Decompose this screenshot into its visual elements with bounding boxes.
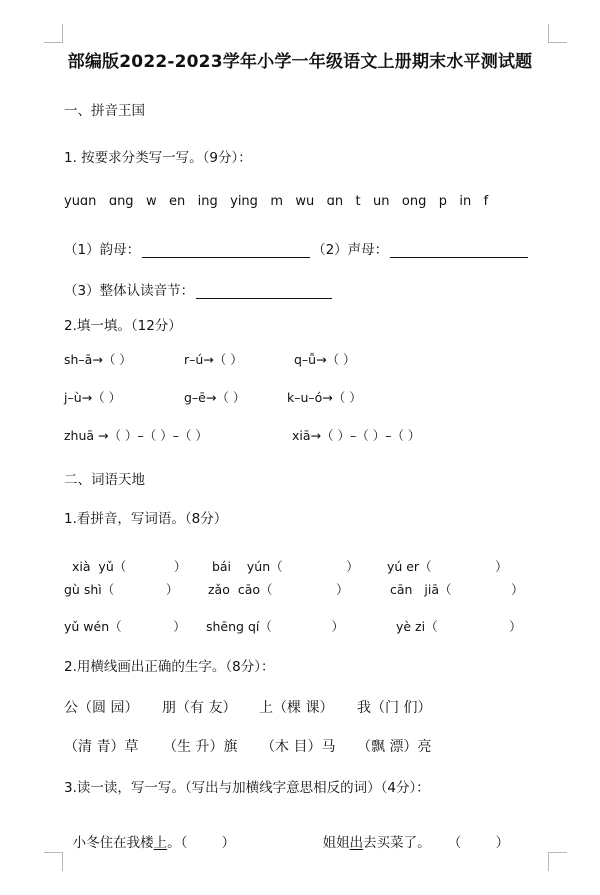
- question-1-prompt-words: 1.看拼音，写词语。（8分）: [64, 511, 228, 527]
- fill-row-whole-syllables: [64, 279, 334, 299]
- underlined-character: 出: [349, 835, 364, 851]
- initials-label: （2）声母：: [312, 242, 389, 258]
- section-heading-pinyin: 一、拼音王国: [64, 103, 145, 119]
- fill-row-finals-initials: [64, 238, 530, 258]
- whole-syllables-label: （3）整体认读音节：: [64, 283, 195, 299]
- pinyin-word-item: shēng qí（ ）: [206, 619, 344, 634]
- character-choice-item: （木 目）马: [261, 739, 336, 755]
- character-choice-item: （清 青）草: [64, 739, 139, 755]
- spelling-item: k–u–ó→（ ）: [287, 390, 362, 405]
- spelling-row-2: [64, 388, 362, 406]
- pinyin-words-row-1: [64, 542, 508, 575]
- syllable-list: yuɑn ɑng w en ing ying m wu ɑn t un ong p in f: [64, 194, 489, 209]
- spelling-row-3: [64, 426, 420, 444]
- question-2-prompt-characters: 2.用横线画出正确的生字。（8分）：: [64, 659, 275, 675]
- spelling-item: q–ǚ→（ ）: [294, 352, 356, 367]
- sentence-text: 去买菜了。 （ ）: [363, 835, 510, 851]
- character-choice-item: 公（圆 园）: [64, 700, 139, 716]
- spelling-item: g–ē→（ ）: [184, 390, 246, 405]
- spelling-item: j–ù→（ ）: [64, 390, 122, 405]
- spelling-row-1: [64, 350, 356, 368]
- character-choice-item: 朋（有 友）: [162, 700, 237, 716]
- question-2-prompt: 2.填一填。（12分）: [64, 318, 182, 334]
- antonym-sentence-row: [64, 815, 509, 851]
- corner-mark-bottom-left: [44, 852, 63, 871]
- spelling-item: r–ú→（ ）: [184, 352, 243, 367]
- character-choice-item: 我（门 们）: [357, 700, 432, 716]
- pinyin-word-item: yǔ wén（ ）: [64, 619, 186, 634]
- character-choice-item: （生 升）旗: [163, 739, 238, 755]
- finals-answer-line[interactable]: [142, 243, 310, 258]
- section-heading-words: 二、词语天地: [64, 472, 145, 488]
- page-title: 部编版2022-2023学年小学一年级语文上册期末水平测试题: [67, 52, 533, 72]
- corner-mark-top-right: [548, 24, 567, 43]
- pinyin-word-item: yè zi（ ）: [396, 619, 522, 634]
- pinyin-word-item: cān jiā（ ）: [390, 582, 524, 597]
- corner-mark-bottom-right: [548, 852, 567, 871]
- pinyin-words-row-2: [64, 580, 524, 598]
- pinyin-word-item: zǎo cāo（ ）: [208, 582, 349, 597]
- sentence-text: 姐姐: [322, 835, 350, 851]
- pinyin-words-row-3: [64, 617, 522, 635]
- pinyin-word-item: bái yún（ ）: [211, 559, 359, 574]
- corner-mark-top-left: [44, 24, 63, 43]
- character-choice-row-2: [64, 736, 431, 756]
- antonym-sentence-2: [323, 831, 510, 851]
- spelling-item: sh–ā→（ ）: [64, 352, 132, 367]
- pinyin-word-item: xià yǔ（ ）: [71, 559, 187, 574]
- sentence-text: 。（ ）: [167, 835, 236, 851]
- pinyin-word-item: yú er（ ）: [386, 559, 508, 574]
- sentence-text: 小冬住在我楼: [72, 835, 154, 851]
- question-3-prompt-antonyms: 3.读一读，写一写。（写出与加横线字意思相反的词）（4分）：: [64, 780, 430, 796]
- antonym-sentence-1: [73, 831, 323, 851]
- initials-answer-line[interactable]: [390, 243, 528, 258]
- pinyin-word-item: gù shì（ ）: [64, 582, 179, 597]
- question-1-prompt: 1. 按要求分类写一写。（9分）：: [64, 150, 252, 166]
- spelling-item: xiā→（ ）–（ ）–（ ）: [292, 428, 421, 443]
- finals-label: （1）韵母：: [64, 242, 141, 258]
- character-choice-item: 上（棵 课）: [259, 700, 334, 716]
- character-choice-item: （飘 漂）亮: [357, 739, 432, 755]
- whole-syllables-answer-line[interactable]: [196, 284, 332, 299]
- underlined-character: 上: [153, 835, 168, 851]
- character-choice-row-1: [64, 697, 431, 717]
- spelling-item: zhuā →（ ）–（ ）–（ ）: [64, 428, 208, 443]
